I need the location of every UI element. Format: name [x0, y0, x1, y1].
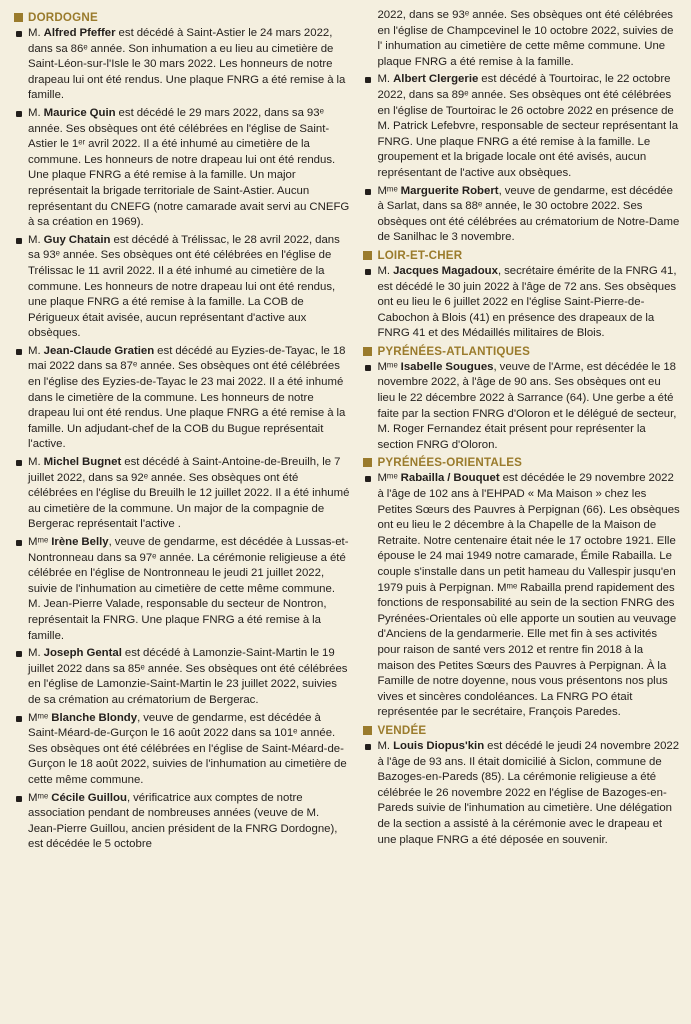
obituary-entry [14, 106, 349, 231]
entry-title: M. [28, 647, 44, 660]
entry-text: , veuve de gendarme, est décédée à Saint-Méard-de-Gurçon le 16 août 2022 dans sa 101ᵉ année. Ses obsèques ont été célébrées en l'église de Saint-Méard-de-Gurçon le 18 août 2022, suivies de l'inhumation au cimetière de cette même commune. [28, 711, 347, 786]
obituary-entry [14, 646, 349, 708]
entry-text: est décédé le jeudi 24 novembre 2022 à l'âge de 93 ans. Il était domicilié à Siclon, commune de Bazoges-en-Pareds (85). La cérémonie religieuse a été célébrée le 26 novembre 2022 en l'église de Bazoges-en-Pareds suivie de l'inhumation au cimetière. Une délégation de la section a assisté à la cérémonie avec le drapeau et une plaque FNRG a été déposée en souvenir. [377, 739, 680, 846]
entry-title: M. [377, 739, 394, 752]
bullet-icon [16, 460, 22, 466]
bullet-icon [365, 269, 371, 275]
section-heading-label: LOIR-ET-CHER [377, 248, 463, 262]
bullet-icon [365, 476, 371, 482]
entry-title: M. [28, 456, 44, 469]
entry-person-name: Irène Belly [51, 536, 109, 548]
entry-title: Mᵐᵉ [377, 472, 401, 485]
entry-person-name: Louis Diopus'kin [393, 739, 485, 752]
entry-title: M. [28, 344, 44, 357]
bullet-icon [365, 77, 371, 83]
entry-person-name: Alfred Pfeffer [43, 27, 116, 39]
entry-person-name: Maurice Quin [43, 106, 116, 119]
bullet-icon [365, 744, 371, 750]
entry-person-name: Marguerite Robert [400, 184, 499, 197]
entry-person-name: Guy Chatain [43, 233, 111, 246]
entry-text: est décédée le 29 novembre 2022 à l'âge de 102 ans à l'EHPAD « Ma Maison » chez les Petites Sœurs des Pauvres à Perpignan (66). Les obsèques ont eu lieu le 2 décembre à la Chapelle de la Maison de Retraite. Notre centenaire était née le 17 octobre 1921. Elle épouse le 24 mai 1949 notre camarade, Émile Rabailla. Le couple s'installe dans un petit hameau du Vallespir jusqu'en 1979 puis à Perpignan. Mᵐᵉ Rabailla prend rapidement des fonctions de responsabilité au sein de la section FNRG des Pyrénées-Orientales où elle apporte un soutien au veuvage d'Anciens de la gendarmerie. Elle met fin à ses activités pour raison de santé vers 2012 et rentre fin 2018 à la maison des Petites Sœurs des Pauvres à Perpignan. À la Famille de notre doyenne, nous vous présentons nos plus vives et sincères condoléances. La FNRG PO était représentée par le secrétaire, François Paredes. [377, 472, 680, 719]
section-heading-pyrenees-orientales [363, 455, 681, 470]
entry-title: M. [28, 233, 44, 246]
entry-person-name: Jacques Magadoux [393, 264, 498, 277]
right-column [363, 8, 681, 1024]
obituary-entry [14, 535, 349, 644]
entry-person-name: Joseph Gental [43, 647, 122, 660]
bullet-icon [16, 796, 22, 802]
bullet-icon [16, 651, 22, 657]
obituary-entry [14, 344, 349, 453]
entry-text: est décédé au Eyzies-de-Tayac, le 18 mai 2022 dans sa 87ᵉ année. Ses obsèques ont été célébrées en l'église des Eyzies-de-Tayac le 23 mai 2022. Il a été inhumé dans le cimetière de la commune. Les honneurs de notre drapeau lui ont été rendus. Une plaque FNRG a été remise à la famille. Un adjudant-chef de la COB du Bugue représentait l'active. [28, 344, 346, 451]
entry-person-name: Rabailla / Bouquet [400, 472, 500, 485]
entry-person-name: Michel Bugnet [43, 456, 122, 469]
entry-text: , veuve de gendarme, est décédée à Sarlat, dans sa 88ᵉ année, le 30 octobre 2022. Ses obsèques ont été célébrées au crématorium de Notre-Dame de Sanilhac le 3 novembre. [377, 184, 680, 244]
obituary-entry [363, 360, 681, 454]
entry-person-name: Isabelle Sougues [400, 360, 494, 373]
continued-text: 2022, dans se 93ᵉ année. Ses obsèques ont été célébrées en l'église de Champcevinel le 10 octobre 2022, suivies de l' inhumation au cimetière de cette même commune. Une plaque FNRG a été remise à la famille. [377, 9, 674, 68]
obituary-entry [14, 791, 349, 853]
square-bullet-icon [363, 347, 372, 356]
bullet-icon [16, 349, 22, 355]
entry-text: , veuve de gendarme, est décédée à Lussas-et-Nontronneau dans sa 97ᵉ année. La cérémonie religieuse a été célébrée en l'église de Nontronneau le jeudi 21 juillet 2022, suivie de l'inhumation au cimetière de cette même commune. M. Jean-Pierre Valade, responsable du secteur de Nontron, représentait la FNRG. Une plaque FNRG a été remise à la famille. [28, 536, 349, 642]
obituary-entry [363, 471, 681, 721]
obituary-entry [14, 711, 349, 789]
section-heading-dordogne [14, 10, 349, 25]
section-heading-label: PYRÉNÉES-ATLANTIQUES [377, 344, 531, 358]
entry-person-name: Cécile Guillou [51, 791, 127, 804]
entry-text: , veuve de l'Arme, est décédée le 18 novembre 2022, à l'âge de 90 ans. Ses obsèques ont eu lieu le 22 décembre 2022 à Sarrance (64). Une gerbe a été faite par la section FNRG d'Oloron et le délégué de secteur, M. Roger Fernandez était présent pour représenter la section FNRG d'Oloron. [377, 360, 677, 451]
entry-text: est décédé à Lamonzie-Saint-Martin le 19 juillet 2022 dans sa 85ᵉ année. Ses obsèques ont été célébrées en l'église de Lamonzie-Saint-Martin le 23 juillet 2022, suivies de sa crémation au crématorium de Bergerac. [28, 647, 348, 706]
section-heading-pyrenees-atlantiques [363, 344, 681, 359]
entry-text: est décédé à Saint-Astier le 24 mars 2022, dans sa 86ᵉ année. Son inhumation a eu lieu au cimetière de Saint-Léon-sur-l'Isle le 30 mars 2022. Les honneurs de notre drapeau lui ont été rendus. Une plaque FNRG a été remise à la famille. [28, 27, 346, 102]
entry-title: M. [377, 264, 394, 277]
obituary-entry [363, 264, 681, 342]
bullet-icon [16, 716, 22, 722]
entry-text: est décédé à Tourtoirac, le 22 octobre 2022, dans sa 89ᵉ année. Ses obsèques ont été célébrées en l'église de Tourtoirac le 26 octobre 2022 en présence de M. Patrick Lefebvre, responsable de secteur représentant la FNRG. Une plaque FNRG a été remise à la famille. Le groupement et la brigade locale ont été avisés, aucun représentant de l'active aux obsèques. [377, 73, 679, 179]
entry-person-name: Blanche Blondy [51, 711, 138, 724]
entry-title: M. [28, 27, 44, 39]
entry-text: , vérificatrice aux comptes de notre association pendant de nombreuses années (veuve de M. Jean-Pierre Guillou, ancien président de la FNRG Dordogne), est décédée le 5 octobre [28, 791, 338, 851]
entry-title: Mᵐᵉ [28, 711, 52, 724]
section-heading-vendee [363, 723, 681, 738]
entry-title: Mᵐᵉ [377, 360, 401, 373]
entry-title: Mᵐᵉ [28, 536, 52, 548]
entry-title: Mᵐᵉ [377, 184, 401, 197]
entry-title: M. [377, 73, 394, 86]
bullet-icon [16, 111, 22, 117]
section-heading-label: PYRÉNÉES-ORIENTALES [377, 456, 523, 470]
entry-text: est décédé à Saint-Antoine-de-Breuilh, le 7 juillet 2022, dans sa 92ᵉ année. Ses obsèques ont été célébrées en l'église du Breuilh le 12 juillet 2022. Il a été inhumé au cimetière de la commune. Un major de la compagnie de Bergerac représentait l'active . [28, 456, 350, 531]
section-heading-label: DORDOGNE [28, 11, 98, 24]
entry-title: Mᵐᵉ [28, 791, 52, 804]
entry-person-name: Albert Clergerie [393, 73, 479, 86]
entry-text: est décédé à Trélissac, le 28 avril 2022, dans sa 93ᵉ année. Ses obsèques ont été célébrées en l'église de Trélissac le 11 avril 2022. Il a été inhumé au cimetière de la commune. Les honneurs de notre drapeau lui ont été rendus, une plaque FNRG a été remise à la famille. La COB de Périgueux était avisée, aucun représentant d'active aux obsèques. [28, 233, 340, 340]
bullet-icon [16, 540, 22, 546]
obituary-entry [14, 233, 349, 342]
entry-text: est décédé le 29 mars 2022, dans sa 93ᵉ année. Ses obsèques ont été célébrées en l'église de Saint-Astier le 1ᵉʳ avril 2022. Il a été inhumé au cimetière de la commune. Les honneurs de notre drapeau lui ont été rendus. Une plaque FNRG a été remise à la famille. Un major représentait la brigade territoriale de Saint-Astier. Aucun représentant du CNEFG (notre camarade avait servi au CNEFG à sa création en 1969). [28, 106, 350, 229]
bullet-icon [365, 189, 371, 195]
section-heading-loir-et-cher [363, 248, 681, 263]
bullet-icon [365, 365, 371, 371]
obituary-entry [14, 455, 349, 533]
square-bullet-icon [363, 458, 372, 467]
bullet-icon [16, 238, 22, 244]
entry-person-name: Jean-Claude Gratien [43, 344, 155, 357]
obituary-entry [14, 26, 349, 104]
bullet-icon [16, 31, 22, 37]
square-bullet-icon [363, 251, 372, 260]
square-bullet-icon [363, 726, 372, 735]
obituary-entry [363, 184, 681, 246]
left-column [14, 8, 349, 1024]
obituary-entry [363, 72, 681, 181]
section-heading-label: VENDÉE [377, 723, 427, 737]
obituary-entry [363, 739, 681, 848]
entry-text: , secrétaire émérite de la FNRG 41, est décédé le 30 juin 2022 à l'âge de 72 ans. Ses obsèques ont eu lieu le 6 juillet 2022 en l'église Saint-Pierre-de-Cabochon à Blois (41) en présence des drapeaux de la FNRG 41 et des Médaillés militaires de Blois. [377, 264, 677, 340]
entry-title: M. [28, 106, 44, 119]
square-bullet-icon [14, 13, 23, 22]
